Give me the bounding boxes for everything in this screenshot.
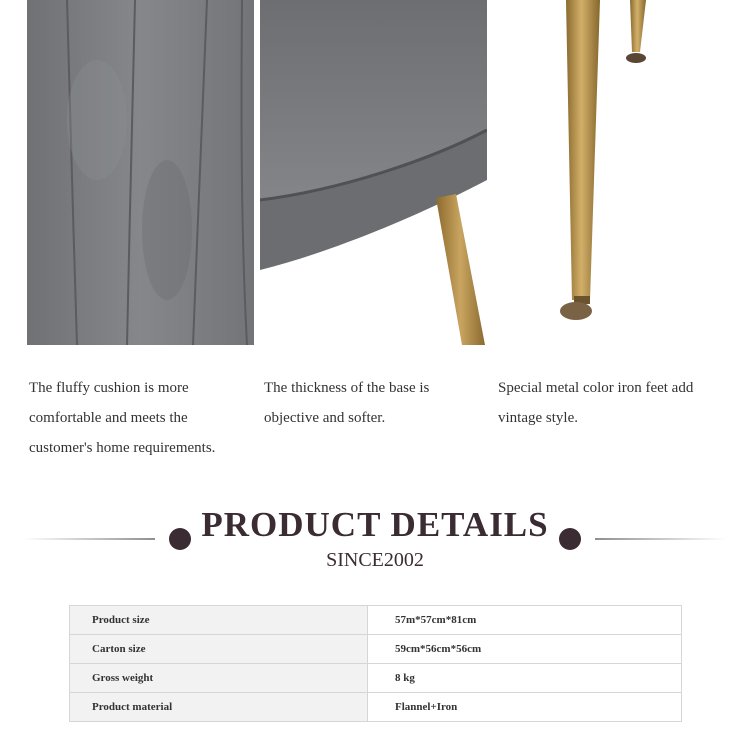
- spec-label: Product size: [70, 606, 368, 635]
- spec-value: 8 kg: [368, 664, 682, 693]
- velvet-channel-photo: [27, 0, 254, 345]
- table-row: [70, 635, 682, 664]
- seat-cushion-photo: [260, 0, 487, 345]
- table-row: [70, 606, 682, 635]
- feature-caption-cushion: The fluffy cushion is more comfortable and meets the customer's home requirements.: [29, 380, 216, 456]
- spec-label: Carton size: [70, 635, 368, 664]
- spec-value: Flannel+Iron: [368, 693, 682, 722]
- feature-caption-base: The thickness of the base is objective and softer.: [264, 380, 430, 426]
- table-row: [70, 664, 682, 693]
- heading-rule-right: [595, 538, 726, 540]
- table-row: [70, 693, 682, 722]
- spec-value: 57m*57cm*81cm: [368, 606, 682, 635]
- section-subheading: SINCE2002: [326, 549, 424, 571]
- spec-label: Gross weight: [70, 664, 368, 693]
- feature-caption-feet: Special metal color iron feet add vintage style.: [498, 380, 694, 426]
- spec-label: Product material: [70, 693, 368, 722]
- section-heading: PRODUCT DETAILS: [201, 505, 549, 544]
- metal-leg-photo: [494, 0, 721, 345]
- spec-table: [69, 605, 682, 722]
- spec-value: 59cm*56cm*56cm: [368, 635, 682, 664]
